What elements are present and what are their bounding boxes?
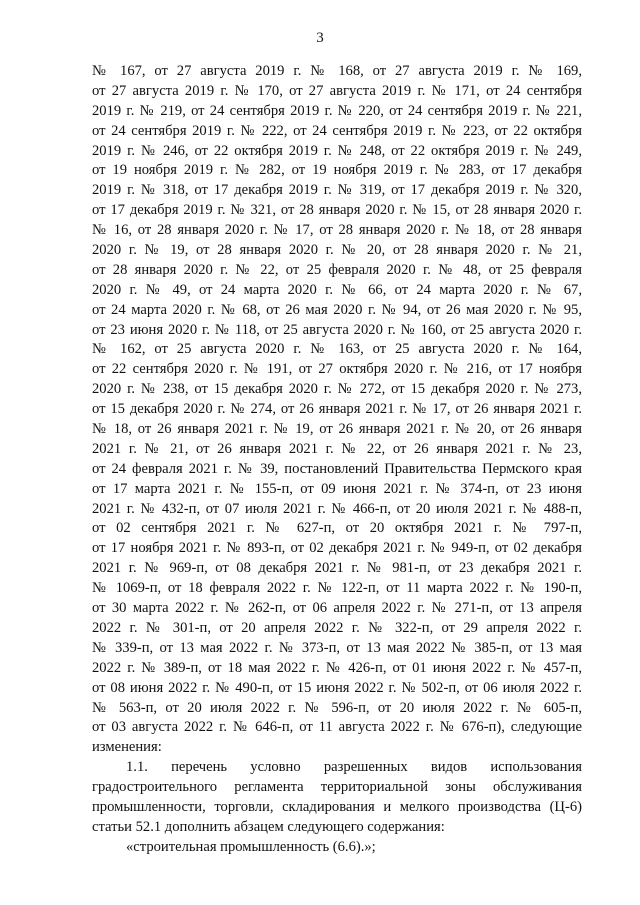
- text-line: 2019 г. № 318, от 17 декабря 2019 г. № 319, от 17 декабря 2019 г. № 320,: [92, 182, 582, 199]
- text-line: от 19 ноября 2019 г. № 282, от 19 ноября 2019 г. № 283, от 17 декабря: [92, 162, 582, 179]
- text-line: от 02 сентября 2021 г. № 627-п, от 20 октября 2021 г. № 797-п,: [92, 520, 582, 537]
- text-line: № 18, от 26 января 2021 г. № 19, от 26 января 2021 г. № 20, от 26 января: [92, 421, 582, 438]
- page-number: 3: [316, 30, 324, 46]
- text-line: от 23 июня 2020 г. № 118, от 25 августа 2020 г. № 160, от 25 августа 2020 г.: [92, 321, 582, 338]
- text-line: изменения:: [92, 739, 162, 756]
- text-line: № 16, от 28 января 2020 г. № 17, от 28 января 2020 г. № 18, от 28 января: [92, 222, 582, 239]
- text-line: от 24 сентября 2019 г. № 222, от 24 сентября 2019 г. № 223, от 22 октября: [92, 122, 582, 139]
- text-line: 2021 г. № 432-п, от 07 июля 2021 г. № 466-п, от 20 июля 2021 г. № 488-п,: [92, 500, 582, 517]
- text-line: 2022 г. № 389-п, от 18 мая 2022 г. № 426-п, от 01 июня 2022 г. № 457-п,: [92, 659, 582, 676]
- text-line: 2020 г. № 238, от 15 декабря 2020 г. № 272, от 15 декабря 2020 г. № 273,: [92, 381, 582, 398]
- text-line: от 15 декабря 2020 г. № 274, от 26 января 2021 г. № 17, от 26 января 2021 г.: [92, 401, 582, 418]
- text-line: от 03 августа 2022 г. № 646-п, от 11 августа 2022 г. № 676-п), следующие: [92, 719, 582, 736]
- text-line: от 17 декабря 2019 г. № 321, от 28 января 2020 г. № 15, от 28 января 2020 г.: [92, 202, 582, 219]
- text-line: № 563-п, от 20 июля 2022 г. № 596-п, от 20 июля 2022 г. № 605-п,: [92, 699, 582, 716]
- text-line: № 1069-п, от 18 февраля 2022 г. № 122-п, от 11 марта 2022 г. № 190-п,: [92, 580, 582, 597]
- text-line: статьи 52.1 дополнить абзацем следующего содержания:: [92, 818, 445, 835]
- text-line: от 30 марта 2022 г. № 262-п, от 06 апреля 2022 г. № 271-п, от 13 апреля: [92, 600, 582, 617]
- text-line: от 08 июня 2022 г. № 490-п, от 15 июня 2022 г. № 502-п, от 06 июля 2022 г.: [92, 679, 582, 696]
- text-line: промышленности, торговли, складирования и мелкого производства (Ц-6): [92, 798, 582, 815]
- text-line: от 27 августа 2019 г. № 170, от 27 августа 2019 г. № 171, от 24 сентября: [92, 82, 582, 99]
- text-line: 1.1. перечень условно разрешенных видов использования: [126, 759, 582, 776]
- text-line: от 24 февраля 2021 г. № 39, постановлений Правительства Пермского края: [92, 460, 582, 477]
- text-line: от 17 ноября 2021 г. № 893-п, от 02 декабря 2021 г. № 949-п, от 02 декабря: [92, 540, 582, 557]
- text-line: 2020 г. № 49, от 24 марта 2020 г. № 66, от 24 марта 2020 г. № 67,: [92, 281, 582, 298]
- text-line: № 167, от 27 августа 2019 г. № 168, от 27 августа 2019 г. № 169,: [92, 63, 582, 79]
- text-line: от 22 сентября 2020 г. № 191, от 27 октября 2020 г. № 216, от 17 ноября: [92, 361, 582, 378]
- text-line: от 28 января 2020 г. № 22, от 25 февраля 2020 г. № 48, от 25 февраля: [92, 261, 582, 278]
- text-line: от 17 марта 2021 г. № 155-п, от 09 июня 2021 г. № 374-п, от 23 июня: [92, 480, 582, 497]
- text-line: 2021 г. № 21, от 26 января 2021 г. № 22, от 26 января 2021 г. № 23,: [92, 440, 582, 457]
- text-line: 2019 г. № 246, от 22 октября 2019 г. № 248, от 22 октября 2019 г. № 249,: [92, 142, 582, 159]
- document-body: [92, 62, 582, 858]
- text-line: 2022 г. № 301-п, от 20 апреля 2022 г. № 322-п, от 29 апреля 2022 г.: [92, 619, 582, 636]
- text-line: № 339-п, от 13 мая 2022 г. № 373-п, от 13 мая 2022 № 385-п, от 13 мая: [92, 639, 582, 656]
- text-line: 2021 г. № 969-п, от 08 декабря 2021 г. № 981-п, от 23 декабря 2021 г.: [92, 560, 582, 577]
- text-line: градостроительного регламента территориальной зоны обслуживания: [92, 779, 582, 796]
- text-line: № 162, от 25 августа 2020 г. № 163, от 25 августа 2020 г. № 164,: [92, 341, 582, 358]
- text-line: от 24 марта 2020 г. № 68, от 26 мая 2020 г. № 94, от 26 мая 2020 г. № 95,: [92, 301, 582, 318]
- text-line: «строительная промышленность (6.6).»;: [126, 838, 376, 855]
- text-line: 2019 г. № 219, от 24 сентября 2019 г. № 220, от 24 сентября 2019 г. № 221,: [92, 102, 582, 119]
- text-line: 2020 г. № 19, от 28 января 2020 г. № 20, от 28 января 2020 г. № 21,: [92, 242, 582, 259]
